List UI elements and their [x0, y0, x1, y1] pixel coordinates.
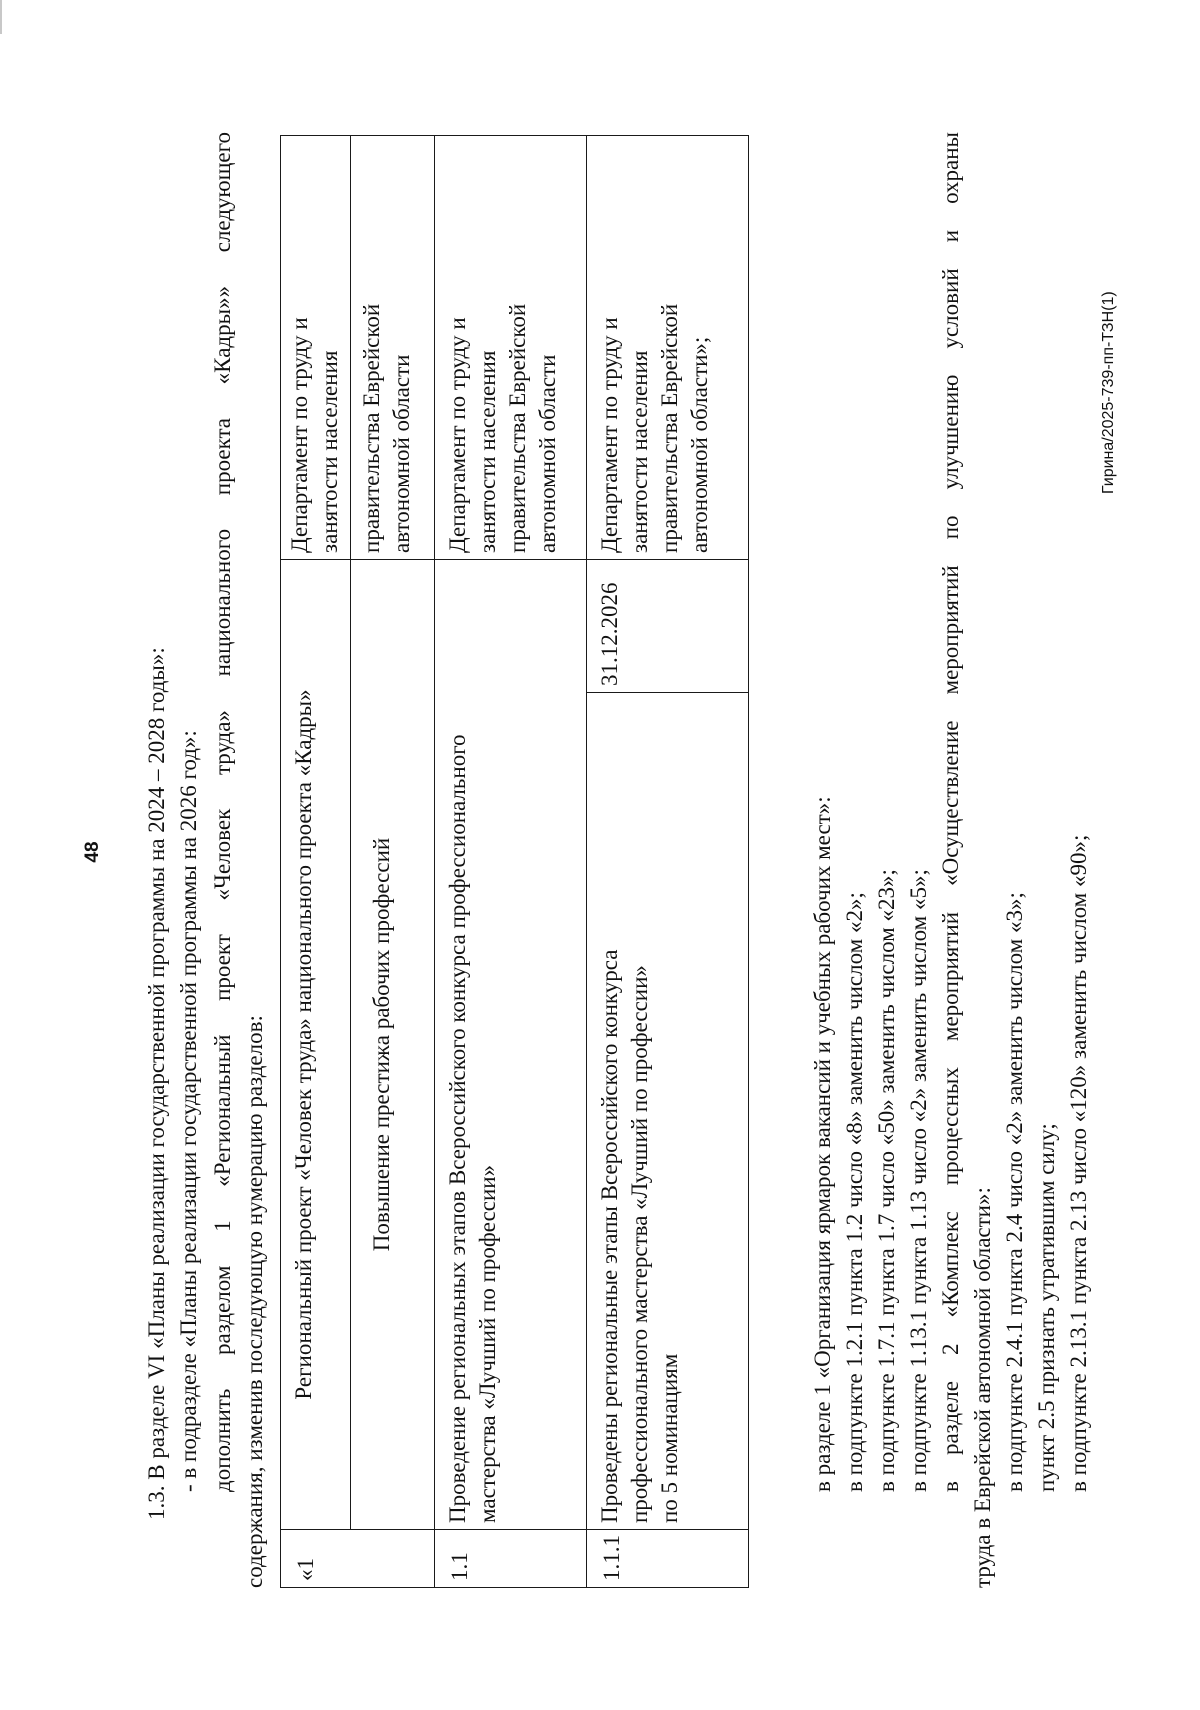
event-description: [435, 559, 587, 1529]
intro-line-2: - в подразделе «Планы реализации государственной программы на 2026 год»:: [176, 730, 201, 1492]
responsible-cell: [435, 135, 587, 559]
responsible-cell: [281, 135, 351, 559]
row-number: 1.1: [435, 1530, 587, 1588]
result-description: [587, 693, 749, 1530]
table-row: [351, 135, 435, 1587]
change-line-5: в разделе 2 «Комплекс процессных мероприятий «Осуществление мероприятий по улучшению условий и охраны: [938, 132, 963, 1492]
intro-line-4: содержания, изменив последующую нумерацию разделов:: [242, 1015, 267, 1588]
responsible-line: занятости населения: [627, 350, 652, 553]
intro-line-3: дополнить разделом 1 «Региональный проект «Человек труда» национального проекта «Кадры»» следующего: [210, 132, 235, 1492]
change-line-7: в подпункте 2.4.1 пункта 2.4 число «2» заменить числом «3»;: [1002, 892, 1027, 1492]
intro-line-1: 1.3. В разделе VI «Планы реализации государственной программы на 2024 – 2028 годы»:: [144, 647, 169, 1520]
table-row: [281, 135, 351, 1587]
page-number: 48: [82, 841, 103, 863]
responsible-line: Департамент по труду и: [287, 317, 312, 553]
event-line: Проведение региональных этапов Всероссийского конкурса профессионального: [445, 734, 470, 1523]
responsible-line: правительства Еврейской: [359, 303, 384, 553]
responsible-cell: [351, 135, 435, 559]
deadline-date: 31.12.2026: [587, 559, 749, 692]
change-line-1: в разделе 1 «Организация ярмарок вакансий и учебных рабочих мест»:: [810, 796, 835, 1492]
change-line-2: в подпункте 1.2.1 пункта 1.2 число «8» заменить числом «2»;: [842, 892, 867, 1492]
task-title: Повышение престижа рабочих профессий: [351, 559, 435, 1529]
row-number: 1.1.1: [587, 1530, 749, 1588]
result-line: Проведены региональные этапы Всероссийского конкурса: [597, 949, 622, 1523]
change-line-8: пункт 2.5 признать утратившим силу;: [1034, 1123, 1059, 1492]
table-row: [435, 135, 587, 1587]
project-title: Региональный проект «Человек труда» национального проекта «Кадры»: [281, 559, 351, 1529]
result-line: по 5 номинациям: [657, 1353, 682, 1523]
table-row: [587, 135, 749, 1587]
responsible-line: правительства Еврейской: [505, 303, 530, 553]
responsible-line: автономной области: [389, 354, 414, 553]
responsible-line: занятости населения: [475, 350, 500, 553]
change-line-4: в подпункте 1.13.1 пункта 1.13 число «2» заменить числом «5»;: [906, 869, 931, 1492]
responsible-line: автономной области: [535, 354, 560, 553]
responsible-line: Департамент по труду и: [445, 317, 470, 553]
change-line-9: в подпункте 2.13.1 пункта 2.13 число «120» заменить числом «90»;: [1066, 834, 1091, 1492]
responsible-line: автономной области»;: [687, 336, 712, 553]
responsible-cell: [587, 135, 749, 559]
change-line-6: труда в Еврейской автономной области»:: [970, 1187, 995, 1588]
responsible-line: занятости населения: [317, 350, 342, 553]
document-code: Гирина/2025-739-пп-ТЗН(1): [1100, 291, 1117, 494]
plan-table: [280, 135, 749, 1588]
change-line-3: в подпункте 1.7.1 пункта 1.7 число «50» заменить числом «23»;: [874, 869, 899, 1492]
row-number: «1: [281, 1530, 435, 1588]
event-line: мастерства «Лучший по профессии»: [475, 1164, 500, 1523]
responsible-line: Департамент по труду и: [597, 317, 622, 553]
result-line: профессионального мастерства «Лучший по профессии»: [627, 965, 652, 1523]
responsible-line: правительства Еврейской: [657, 303, 682, 553]
